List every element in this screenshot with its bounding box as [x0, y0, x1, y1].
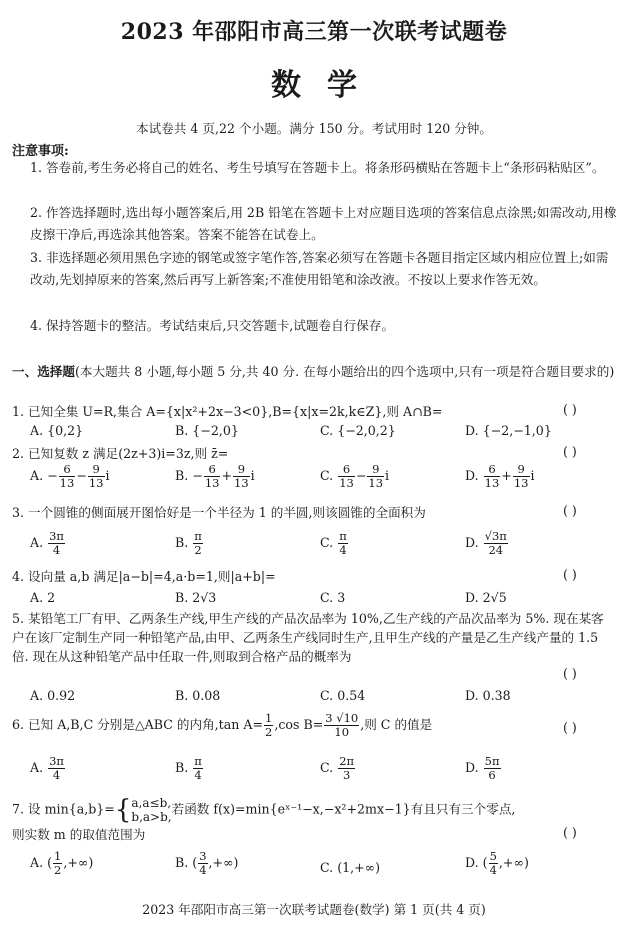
q4-option-c: C. 3	[320, 590, 346, 605]
q5-option-b: B. 0.08	[175, 688, 221, 703]
q3-option-a: A. $\frac{3\pi}{4}$	[30, 529, 64, 557]
section-label: 一、选择题	[12, 364, 75, 379]
question-2-stem: 2. 已知复数 z 满足(2z+3)i=3z,则 z̄=	[12, 446, 229, 461]
question-5-stem: 5. 某铅笔工厂有甲、乙两条生产线,甲生产线的产品次品率为 10%,乙生产线的产品次品率为 5%. 现在某客户在该厂定制生产同一种铅笔产品,由甲、乙两条生产线同时生产,且甲生产线的产量是乙生产线产量的 1.5 倍. 现在从这种铅笔产品中任取一件,则取到合格产品的概率为	[12, 611, 604, 664]
q5-option-c: C. 0.54	[320, 688, 366, 703]
question-7-stem-line2: 则实数 m 的取值范围为	[12, 827, 146, 842]
notice-item-4: 4. 保持答题卡的整洁。考试结束后,只交答题卡,试题卷自行保存。	[30, 318, 395, 333]
q1-option-a: A. {0,2}	[30, 423, 84, 438]
exam-info: 本试卷共 4 页,22 个小题。满分 150 分。考试用时 120 分钟。	[135, 121, 492, 136]
q1-option-d: D. {−2,−1,0}	[465, 423, 552, 438]
q2-option-c: C. $\frac{6}{13}$ − $\frac{9}{13}$ i	[320, 462, 390, 490]
q5-option-a: A. 0.92	[30, 688, 76, 703]
q7-option-a: A. ( $\frac{1}{2}$ ,+∞)	[30, 849, 94, 877]
question-7-stem: 7. 设 min{a,b}={ a,a≤b, b,a>b, 若函数 f(x)=min{eˣ⁻¹−x,−x²+2mx−1}有且只有三个零点,	[12, 795, 516, 825]
q4-option-d: D. 2√5	[465, 590, 507, 605]
answer-paren-3: ( )	[563, 503, 577, 518]
notice-item-3: 3. 非选择题必须用黑色字迹的钢笔或签字笔作答,答案必须写在答题卡各题目指定区域内相应位置上;如需改动,先划掉原来的答案,然后再写上新答案;不准使用铅笔和涂改液。不按以上要求作答无效。	[30, 250, 609, 287]
q1-option-b: B. {−2,0}	[175, 423, 239, 438]
q7-option-d: D. ( $\frac{5}{4}$ ,+∞)	[465, 849, 529, 877]
answer-paren-1: ( )	[563, 402, 577, 417]
question-6-stem: 6. 已知 A,B,C 分别是△ABC 的内角,tan A= $\frac{1}{2}$ ,cos B= $\frac{3 √10}{10}$ ,则 C 的值是	[12, 711, 433, 739]
subject-title: 数学	[271, 68, 383, 103]
question-3-stem: 3. 一个圆锥的侧面展开图恰好是一个半径为 1 的半圆,则该圆锥的全面积为	[12, 505, 426, 520]
q1-option-c: C. {−2,0,2}	[320, 423, 396, 438]
min-cases: a,a≤b, b,a>b,	[131, 796, 172, 824]
q5-option-d: D. 0.38	[465, 688, 511, 703]
q6-option-c: C. $\frac{2\pi}{3}$	[320, 754, 355, 782]
answer-paren-2: ( )	[563, 444, 577, 459]
answer-paren-6: ( )	[563, 720, 577, 735]
notice-item-2: 2. 作答选择题时,选出每小题答案后,用 2B 铅笔在答题卡上对应题目选项的答案信息点涂黑;如需改动,用橡皮擦干净后,再选涂其他答案。答案不能答在试卷上。	[30, 205, 617, 242]
q3-option-d: D. $\frac{√3\pi}{24}$	[465, 529, 507, 557]
q6-option-d: D. $\frac{5\pi}{6}$	[465, 754, 500, 782]
notice-item-1: 1. 答卷前,考生务必将自己的姓名、考生号填写在答题卡上。将条形码横贴在答题卡上“条形码粘贴区”。	[30, 160, 605, 175]
answer-paren-4: ( )	[563, 567, 577, 582]
section-desc: (本大题共 8 小题,每小题 5 分,共 40 分. 在每小题给出的四个选项中,只有一项是符合题目要求的)	[74, 364, 615, 379]
page-footer: 2023 年邵阳市高三第一次联考试题卷(数学) 第 1 页(共 4 页)	[142, 902, 486, 917]
section-heading	[12, 362, 618, 381]
question-4-stem: 4. 设向量 a,b 满足|a−b|=4,a·b=1,则|a+b|=	[12, 569, 276, 584]
notice-heading: 注意事项:	[12, 144, 69, 159]
q4-option-a: A. 2	[30, 590, 56, 605]
q2-option-d: D. $\frac{6}{13}$ + $\frac{9}{13}$ i	[465, 462, 535, 490]
q4-option-b: B. 2√3	[175, 590, 217, 605]
q6-option-b: B. $\frac{\pi}{4}$	[175, 754, 202, 782]
answer-paren-5: ( )	[563, 666, 577, 681]
q2-option-a: A. − $\frac{6}{13}$ − $\frac{9}{13}$ i	[30, 462, 110, 490]
q7-option-c: C. (1,+∞)	[320, 860, 381, 875]
q3-option-c: C. $\frac{\pi}{4}$	[320, 529, 347, 557]
question-1-stem: 1. 已知全集 U=R,集合 A={x|x²+2x−3<0},B={x|x=2k,k∈Z},则 A∩B=	[12, 404, 443, 419]
answer-paren-7: ( )	[563, 825, 577, 840]
q6-option-a: A. $\frac{3\pi}{4}$	[30, 754, 64, 782]
q3-option-b: B. $\frac{\pi}{2}$	[175, 529, 202, 557]
q7-option-b: B. ( $\frac{3}{4}$ ,+∞)	[175, 849, 239, 877]
brace-glyph: {	[114, 795, 132, 825]
exam-title: 2023 年邵阳市高三第一次联考试题卷	[120, 19, 508, 45]
q2-option-b: B. − $\frac{6}{13}$ + $\frac{9}{13}$ i	[175, 462, 255, 490]
